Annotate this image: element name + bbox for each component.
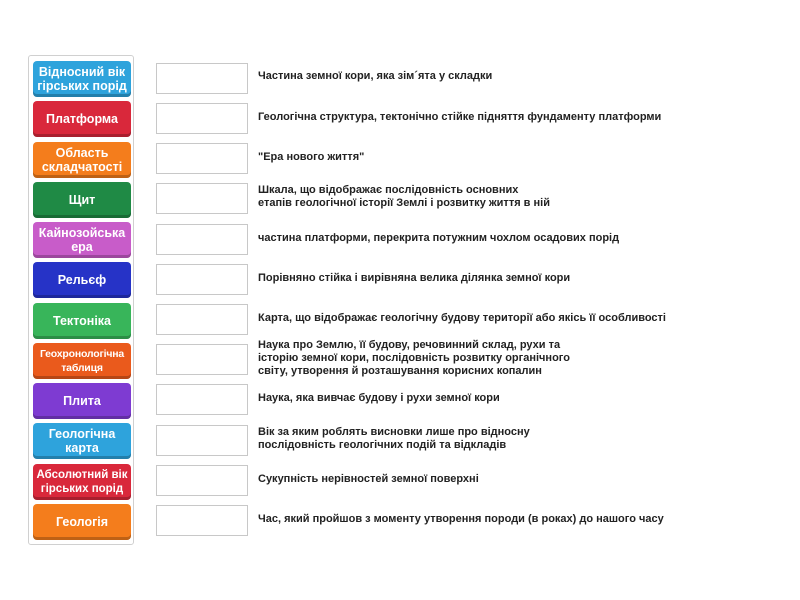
drop-slot-10[interactable] <box>156 425 248 456</box>
description-11: Сукупність нерівностей земної поверхні <box>258 472 479 485</box>
tile-label: Плита <box>63 394 101 408</box>
description-1: Частина земної кори, яка зім´ята у складки <box>258 69 493 82</box>
tile-label: Геологія <box>55 515 109 529</box>
description-7: Карта, що відображає геологічну будову території або якісь її особливості <box>258 311 666 324</box>
tile-geochronological-table[interactable] <box>33 343 131 379</box>
tile-platform[interactable] <box>33 101 131 137</box>
description-6: Порівняно стійка і вирівняна велика ділянка земної кори <box>258 271 571 284</box>
description-9: Наука, яка вивчає будову і рухи земної кори <box>258 391 500 404</box>
drop-slot-8[interactable] <box>156 344 248 375</box>
tile-shield[interactable] <box>33 182 131 218</box>
tile-plate[interactable] <box>33 383 131 419</box>
drop-slot-1[interactable] <box>156 63 248 94</box>
drop-slot-9[interactable] <box>156 384 248 415</box>
tile-label: Кайнозойська ера <box>38 226 126 254</box>
tile-label: Рельєф <box>57 273 107 287</box>
drop-slot-7[interactable] <box>156 304 248 335</box>
drop-slot-11[interactable] <box>156 465 248 496</box>
tile-label: Відносний вік гірських порід <box>37 65 127 93</box>
description-8: Наука про Землю, її будову, речовинний склад, рухи та історію земної кори, послідовність розвитку органічного світу, утворення й розташування корисних копалин <box>258 338 570 377</box>
tile-geology[interactable] <box>33 504 131 540</box>
tile-label: Геологічна карта <box>48 427 116 455</box>
drop-slot-4[interactable] <box>156 183 248 214</box>
tile-fold-area[interactable] <box>33 142 131 178</box>
drop-slot-6[interactable] <box>156 264 248 295</box>
description-4: Шкала, що відображає послідовність основних етапів геологічної історії Землі і розвитку життя в ній <box>258 184 550 209</box>
description-5: частина платформи, перекрита потужним чохлом осадових порід <box>258 231 620 244</box>
drop-slot-2[interactable] <box>156 103 248 134</box>
tile-label: Абсолютний вік гірських порід <box>36 469 128 495</box>
tile-cenozoic-era[interactable] <box>33 222 131 258</box>
tile-label: Тектоніка <box>52 314 112 328</box>
tile-absolute-age[interactable] <box>33 464 131 500</box>
description-10: Вік за яким роблять висновки лише про відносну послідовність геологічних подій та відкладів <box>258 426 530 451</box>
drop-slot-12[interactable] <box>156 505 248 536</box>
tile-label: Геохронологічна таблиця <box>39 348 125 374</box>
description-2: Геологічна структура, тектонічно стійке підняття фундаменту платформи <box>258 110 662 123</box>
tile-relief[interactable] <box>33 262 131 298</box>
description-3: "Ера нового життя" <box>258 150 365 163</box>
tile-geological-map[interactable] <box>33 423 131 459</box>
tile-tectonics[interactable] <box>33 303 131 339</box>
tile-label: Щит <box>68 193 96 207</box>
tile-label: Область складчатості <box>41 146 123 174</box>
drop-slot-5[interactable] <box>156 224 248 255</box>
description-12: Час, який пройшов з моменту утворення породи (в роках) до нашого часу <box>258 512 664 525</box>
tile-label: Платформа <box>46 112 118 126</box>
tile-bank <box>28 55 134 545</box>
tile-relative-age[interactable] <box>33 61 131 97</box>
drop-slot-3[interactable] <box>156 143 248 174</box>
